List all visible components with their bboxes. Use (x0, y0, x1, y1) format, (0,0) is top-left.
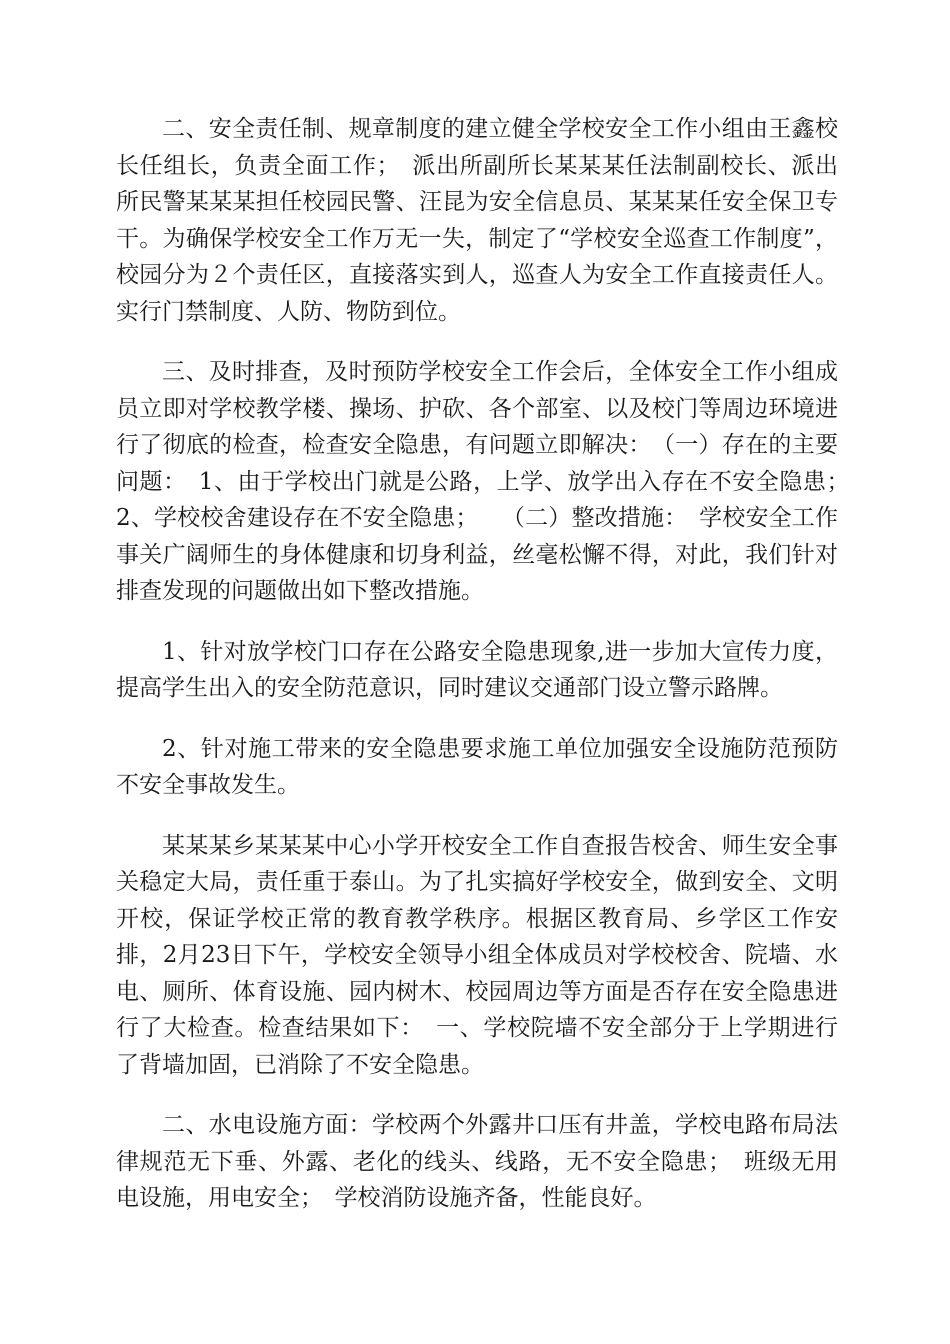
paragraph-self-inspection-report: 某某某乡某某某中心小学开校安全工作自查报告校舍、师生安全事关稳定大局，责任重于泰山。为了扎实搞好学校安全，做到安全、文明开校，保证学校正常的教育教学秩序。根据区教育局、乡学区工作安排，2月23日下午，学校安全领导小组全体成员对学校校舍、院墙、水电、厕所、体育设施、园内树木、校园周边等方面是否存在安全隐患进行了大检查。检查结果如下： 一、学校院墙不安全部分于上学期进行了背墙加固，已消除了不安全隐患。 (116, 832, 838, 1078)
paragraph-inspection-and-prevention: 三、及时排查，及时预防学校安全工作会后，全体安全工作小组成员立即对学校教学楼、操场、护砍、各个部室、以及校门等周边环境进行了彻底的检查，检查安全隐患，有问题立即解决： （一）存在的主要问题： 1、由于学校出门就是公路，上学、放学出入存在不安全隐患； 2、学校校舍建设存在不安全隐患； （二）整改措施： 学校安全工作事关广阔师生的身体健康和切身利益，丝毫松懈不得，对此，我们针对排查发现的问题做出如下整改措施。 (116, 359, 861, 604)
document-body (116, 111, 861, 1241)
paragraph-safety-responsibility: 二、安全责任制、规章制度的建立健全学校安全工作小组由王鑫校长任组长，负责全面工作； 派出所副所长某某某任法制副校长、派出所民警某某某担任校园民警、汪昆为安全信息员、某某某任安全保卫专干。为确保学校安全工作万无一失，制定了“学校安全巡查工作制度”，校园分为２个责任区，直接落实到人，巡查人为安全工作直接责任人。实行门禁制度、人防、物防到位。 (116, 116, 838, 325)
paragraph-measure-road-safety: 1、针对放学校门口存在公路安全隐患现象,进一步加大宣传力度，提高学生出入的安全防范意识，同时建议交通部门设立警示路牌。 (116, 638, 838, 701)
paragraph-water-electricity-facilities: 二、水电设施方面：学校两个外露井口压有井盖，学校电路布局法律规范无下垂、外露、老化的线头、线路，无不安全隐患； 班级无用电设施，用电安全； 学校消防设施齐备，性能良好。 (116, 1112, 838, 1211)
paragraph-measure-construction-safety: 2、针对施工带来的安全隐患要求施工单位加强安全设施防范预防不安全事故发生。 (116, 735, 838, 798)
